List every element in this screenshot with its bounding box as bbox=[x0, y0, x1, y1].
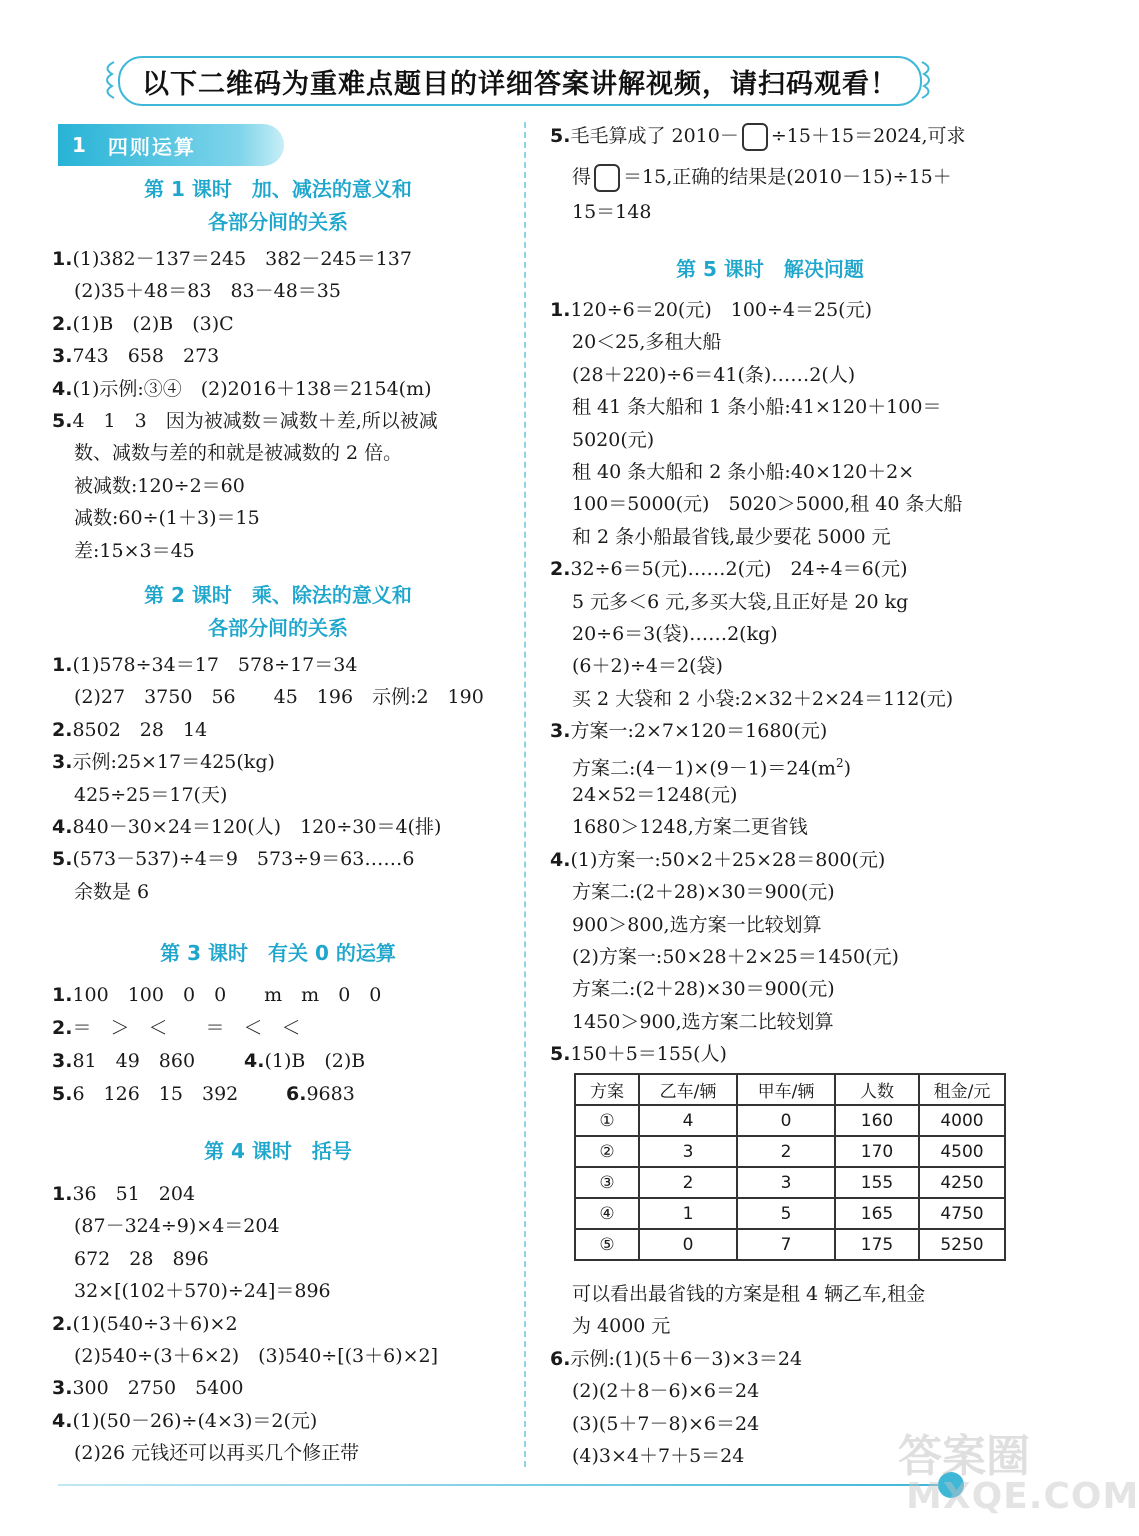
answer-line: 4.(1)示例:③④ (2)2016＋138＝2154(m) bbox=[52, 377, 432, 400]
lesson-2-title: 第 2 课时 乘、除法的意义和 bbox=[144, 583, 412, 607]
answer-line: (2)540÷(3＋6×2) (3)540÷[(3＋6)×2] bbox=[74, 1345, 439, 1367]
answer-line: 差:15×3＝45 bbox=[74, 539, 195, 562]
answer-line: 减数:60÷(1＋3)＝15 bbox=[74, 507, 260, 530]
answer-line: 1.100 100 0 0 m m 0 0 bbox=[52, 984, 382, 1006]
answer-line: 425÷25＝17(天) bbox=[74, 783, 228, 806]
answer-line: 3.示例:25×17＝425(kg) bbox=[52, 751, 275, 774]
answer-line: 672 28 896 bbox=[74, 1247, 209, 1270]
table-cell: 5250 bbox=[919, 1229, 1005, 1260]
table-cell: 0 bbox=[639, 1229, 737, 1260]
table-row bbox=[575, 1167, 1005, 1198]
table-cell: 4000 bbox=[919, 1105, 1005, 1136]
answer-line: 5.4 1 3 因为被减数＝减数＋差,所以被减 bbox=[52, 410, 438, 432]
table-cell: ① bbox=[575, 1105, 639, 1136]
answer-line: 20＜25,多租大船 bbox=[572, 331, 722, 354]
answer-line: 2.8502 28 14 bbox=[52, 718, 208, 741]
answer-line: 方案二:(2＋28)×30＝900(元) bbox=[572, 881, 835, 904]
answer-line: 4.(1)(50－26)÷(4×3)＝2(元) bbox=[52, 1409, 318, 1432]
table-cell: 3 bbox=[737, 1167, 835, 1198]
answer-line: (2)(2＋8－6)×6＝24 bbox=[572, 1380, 760, 1403]
table-cell: 1 bbox=[639, 1198, 737, 1229]
answer-line: 被减数:120÷2＝60 bbox=[74, 474, 245, 497]
answer-line: 5.(573－537)÷4＝9 573÷9＝63……6 bbox=[52, 848, 415, 871]
table-cell: 3 bbox=[639, 1136, 737, 1167]
answer-line: 3.81 49 860 bbox=[52, 1050, 196, 1072]
answer-line: 5.150＋5＝155(人) bbox=[550, 1043, 727, 1066]
watermark-logo bbox=[892, 1420, 1139, 1530]
table-cell: 2 bbox=[737, 1136, 835, 1167]
answer-line: (6＋2)÷4＝2(袋) bbox=[572, 655, 723, 678]
table-cell: 4250 bbox=[919, 1167, 1005, 1198]
table-row bbox=[575, 1136, 1005, 1167]
answer-line: 可以看出最省钱的方案是租 4 辆乙车,租金 bbox=[572, 1283, 926, 1305]
answer-line: 4.840－30×24＝120(人) 120÷30＝4(排) bbox=[52, 816, 442, 838]
table-cell: 175 bbox=[835, 1229, 919, 1260]
answer-line: (2)26 元钱还可以再买几个修正带 bbox=[74, 1442, 360, 1465]
table-cell: 170 bbox=[835, 1136, 919, 1167]
answer-line: 1.(1)578÷34＝17 578÷17＝34 bbox=[52, 654, 358, 676]
answer-line: 为 4000 元 bbox=[572, 1315, 671, 1338]
answer-line: 余数是 6 bbox=[74, 880, 150, 903]
answer-line: (28＋220)÷6＝41(条)……2(人) bbox=[572, 363, 856, 386]
answer-line: 6.示例:(1)(5＋6－3)×3＝24 bbox=[550, 1347, 803, 1370]
answer-line: 15＝148 bbox=[572, 201, 652, 223]
footer-rule bbox=[58, 1484, 938, 1486]
answer-line: (2)35＋48＝83 83－48＝35 bbox=[74, 280, 341, 303]
table-header-cell: 甲车/辆 bbox=[737, 1074, 835, 1105]
answer-line: 5.6 126 15 392 bbox=[52, 1083, 239, 1105]
answer-line: 1.36 51 204 bbox=[52, 1183, 196, 1205]
answer-line: (87－324÷9)×4＝204 bbox=[74, 1215, 280, 1238]
table-cell: 165 bbox=[835, 1198, 919, 1229]
answer-line: 2.(1)(540÷3＋6)×2 bbox=[52, 1312, 238, 1335]
answer-line: 2.(1)B (2)B (3)C bbox=[52, 312, 234, 335]
table-cell: 4500 bbox=[919, 1136, 1005, 1167]
table-cell: 2 bbox=[639, 1167, 737, 1198]
answer-line: 5020(元) bbox=[572, 428, 655, 451]
answer-line: 3.743 658 273 bbox=[52, 345, 220, 368]
answer-line: (4)3×4＋7＋5＝24 bbox=[572, 1445, 745, 1467]
unit-header bbox=[58, 124, 284, 166]
lesson-4-title: 第 4 课时 括号 bbox=[204, 1139, 352, 1163]
table-cell: ④ bbox=[575, 1198, 639, 1229]
rental-plan-table bbox=[574, 1073, 1006, 1261]
table-header-cell: 方案 bbox=[575, 1074, 639, 1105]
answer-line: (2)方案一:50×28＋2×25＝1450(元) bbox=[572, 946, 899, 968]
answer-line: 数、减数与差的和就是被减数的 2 倍。 bbox=[74, 442, 403, 465]
answer-line: 1.(1)382－137＝245 382－245＝137 bbox=[52, 248, 412, 270]
answer-line: 5.毛毛算成了 2010－ ÷15＋15＝2024,可求 bbox=[550, 121, 966, 151]
lesson-1-title: 第 1 课时 加、减法的意义和 bbox=[144, 177, 412, 201]
answer-line: 租 40 条大船和 2 条小船:40×120＋2× bbox=[572, 461, 915, 483]
table-header-cell: 乙车/辆 bbox=[639, 1074, 737, 1105]
unit-number: 1 bbox=[72, 133, 88, 157]
table-cell: 4 bbox=[639, 1105, 737, 1136]
blank-box bbox=[742, 123, 768, 151]
answer-line: 1450＞900,选方案二比较划算 bbox=[572, 1010, 834, 1033]
answer-line: 24×52＝1248(元) bbox=[572, 784, 738, 806]
table-row bbox=[575, 1229, 1005, 1260]
banner-right-ornament bbox=[918, 60, 936, 100]
answer-line: 1.120÷6＝20(元) 100÷4＝25(元) bbox=[550, 299, 873, 321]
lesson-2-subtitle: 各部分间的关系 bbox=[208, 616, 348, 640]
table-cell: ③ bbox=[575, 1167, 639, 1198]
lesson-5-title: 第 5 课时 解决问题 bbox=[676, 257, 864, 281]
table-cell: ② bbox=[575, 1136, 639, 1167]
table-header-cell: 人数 bbox=[835, 1074, 919, 1105]
qr-banner: 以下二维码为重难点题目的详细答案讲解视频，请扫码观看！ bbox=[118, 56, 922, 106]
answer-line: 20÷6＝3(袋)……2(kg) bbox=[572, 623, 778, 645]
answer-line: 5 元多＜6 元,多买大袋,且正好是 20 kg bbox=[572, 590, 909, 613]
lesson-1-subtitle: 各部分间的关系 bbox=[208, 210, 348, 234]
lesson-3-title: 第 3 课时 有关 0 的运算 bbox=[160, 941, 396, 965]
answer-line: 方案二:(2＋28)×30＝900(元) bbox=[572, 978, 835, 1001]
table-cell: ⑤ bbox=[575, 1229, 639, 1260]
table-row bbox=[575, 1105, 1005, 1136]
answer-line: 得 ＝15,正确的结果是(2010－15)÷15＋ bbox=[572, 162, 952, 192]
answer-line: 1680＞1248,方案二更省钱 bbox=[572, 816, 808, 839]
answer-line: 和 2 条小船最省钱,最少要花 5000 元 bbox=[572, 525, 891, 548]
answer-line: 买 2 大袋和 2 小袋:2×32＋2×24＝112(元) bbox=[572, 687, 954, 710]
table-cell: 155 bbox=[835, 1167, 919, 1198]
answer-line: 900＞800,选方案一比较划算 bbox=[572, 913, 822, 936]
column-divider bbox=[524, 122, 526, 1467]
answer-line: 2.32÷6＝5(元)……2(元) 24÷4＝6(元) bbox=[550, 558, 908, 581]
table-header-cell: 租金/元 bbox=[919, 1074, 1005, 1105]
answer-line: 2.＝ ＞ ＜ ＝ ＜ ＜ bbox=[52, 1017, 301, 1039]
answer-line: (3)(5＋7－8)×6＝24 bbox=[572, 1412, 760, 1435]
table-cell: 5 bbox=[737, 1198, 835, 1229]
answer-line: 3.方案一:2×7×120＝1680(元) bbox=[550, 720, 828, 743]
table-cell: 160 bbox=[835, 1105, 919, 1136]
answer-line: 32×[(102＋570)÷24]＝896 bbox=[74, 1280, 331, 1303]
answer-line: 方案二$:(4-1)\times(9-1)=24(m^2)$ bbox=[572, 756, 851, 780]
answer-line: 6.9683 bbox=[286, 1083, 355, 1105]
answer-line: 4.(1)B (2)B bbox=[244, 1050, 366, 1072]
answer-line: 4.(1)方案一:50×2＋25×28＝800(元) bbox=[550, 848, 886, 871]
answer-line: (2)27 3750 56 45 196 示例:2 190 bbox=[74, 686, 484, 709]
unit-title: 四则运算 bbox=[107, 134, 196, 159]
table-row bbox=[575, 1198, 1005, 1229]
blank-box bbox=[594, 164, 620, 192]
banner-left-ornament bbox=[100, 60, 118, 100]
table-cell: 4750 bbox=[919, 1198, 1005, 1229]
watermark-top: 答案圈 bbox=[898, 1431, 1030, 1482]
answer-line: 3.300 2750 5400 bbox=[52, 1377, 244, 1400]
table-cell: 0 bbox=[737, 1105, 835, 1136]
answer-line: 租 41 条大船和 1 条小船:41×120＋100＝ bbox=[572, 396, 942, 419]
table-cell: 7 bbox=[737, 1229, 835, 1260]
answer-line: 100＝5000(元) 5020＞5000,租 40 条大船 bbox=[572, 493, 963, 516]
watermark-bottom: MXQE.COM bbox=[906, 1476, 1139, 1517]
